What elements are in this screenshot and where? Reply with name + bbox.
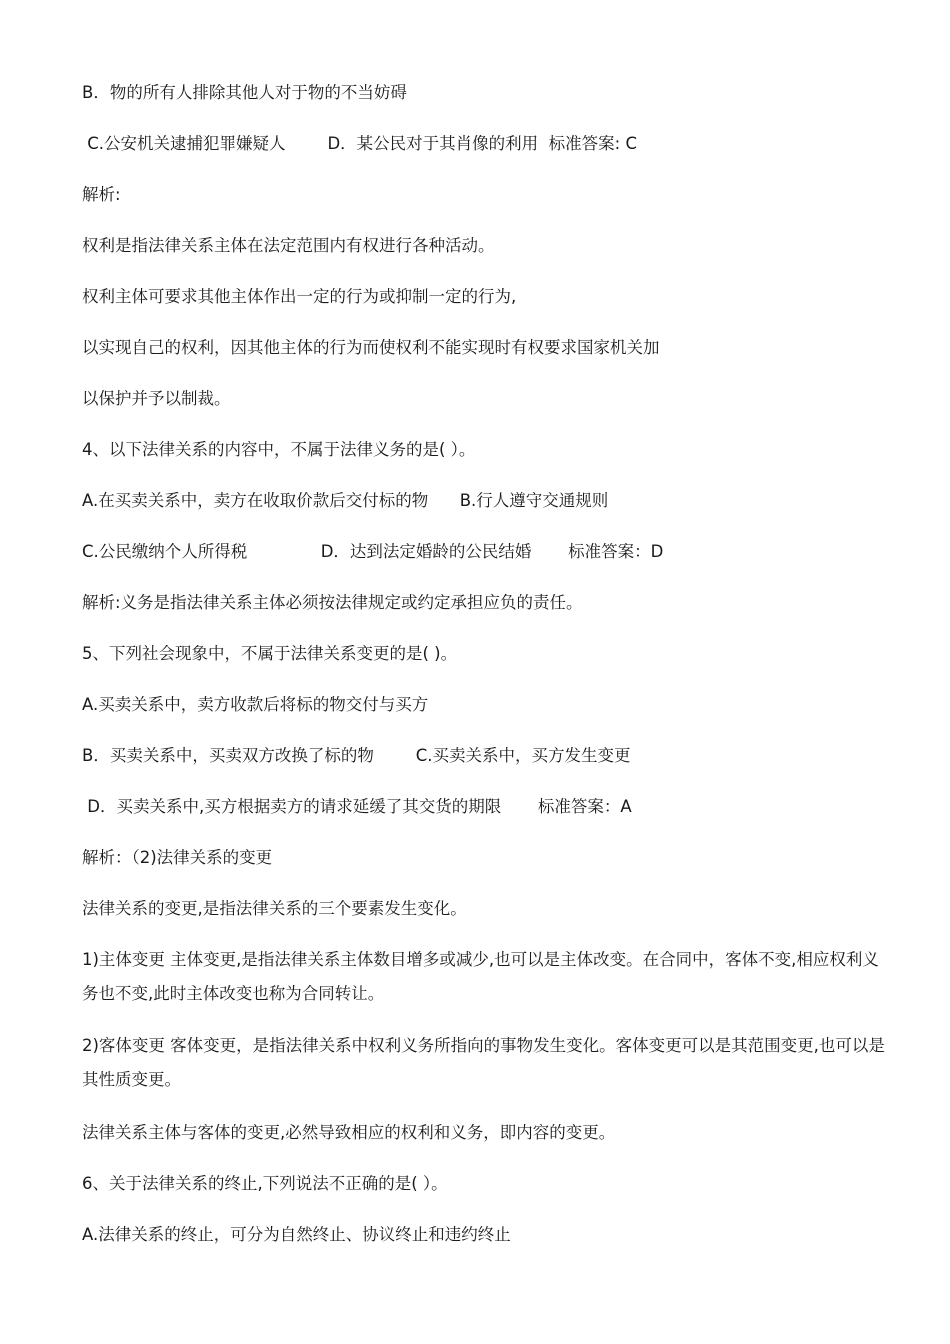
question-5-analysis: 解析：（2)法律关系的变更 — [82, 848, 273, 867]
option-cd-answer-line: C.公安机关逮捕犯罪嫌疑人 D．某公民对于其肖像的利用 标准答案: C — [82, 134, 637, 153]
question-4-options-cd: C.公民缴纳个人所得税 D．达到法定婚龄的公民结婚 标准答案：D — [82, 542, 664, 561]
subject-change-paragraph: 1)主体变更 主体变更,是指法律关系主体数目增多或减少,也可以是主体改变。在合同中，客体不变,相应权利义务也不变,此时主体改变也称为合同转让。 — [82, 950, 879, 1003]
question-5: 5、下列社会现象中，不属于法律关系变更的是( )。 — [82, 644, 458, 663]
question-4-analysis: 解析:义务是指法律关系主体必须按法律规定或约定承担应负的责任。 — [82, 593, 583, 612]
analysis-text-3: 以实现自己的权利，因其他主体的行为而使权利不能实现时有权要求国家机关加 — [82, 338, 660, 357]
object-change-paragraph: 2)客体变更 客体变更，是指法律关系中权利义务所指向的事物发生变化。客体变更可以是其范围变更,也可以是其性质变更。 — [82, 1036, 885, 1089]
analysis-text-4: 以保护并予以制裁。 — [82, 389, 231, 408]
question-4: 4、以下法律关系的内容中，不属于法律义务的是( ）。 — [82, 440, 476, 459]
question-6-option-a: A.法律关系的终止，可分为自然终止、协议终止和违约终止 — [82, 1225, 511, 1244]
question-5-option-a: A.买卖关系中，卖方收款后将标的物交付与买方 — [82, 695, 429, 714]
question-6: 6、关于法律关系的终止,下列说法不正确的是( ）。 — [82, 1174, 448, 1193]
question-4-options-ab: A.在买卖关系中，卖方在收取价款后交付标的物 B.行人遵守交通规则 — [82, 491, 609, 510]
analysis-text-2: 权利主体可要求其他主体作出一定的行为或抑制一定的行为, — [82, 287, 517, 306]
question-5-options-bc: B．买卖关系中，买卖双方改换了标的物 C.买卖关系中，买方发生变更 — [82, 746, 631, 765]
question-5-option-d: D．买卖关系中,买方根据卖方的请求延缓了其交货的期限 标准答案：A — [82, 797, 632, 816]
analysis-label: 解析: — [82, 185, 121, 204]
content-change-line: 法律关系主体与客体的变更,必然导致相应的权利和义务，即内容的变更。 — [82, 1123, 616, 1142]
option-b-line: B．物的所有人排除其他人对于物的不当妨碍 — [82, 83, 407, 102]
change-definition: 法律关系的变更,是指法律关系的三个要素发生变化。 — [82, 899, 467, 918]
analysis-text-1: 权利是指法律关系主体在法定范围内有权进行各种活动。 — [82, 236, 495, 255]
